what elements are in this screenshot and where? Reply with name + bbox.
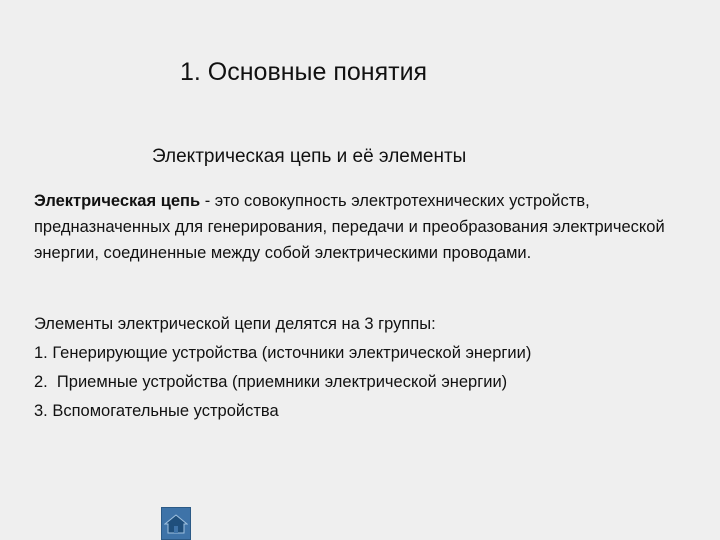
home-icon xyxy=(164,513,188,535)
slide-title: 1. Основные понятия xyxy=(180,58,428,86)
definition-paragraph xyxy=(34,188,694,266)
groups-list xyxy=(34,310,704,426)
list-item: 2. Приемные устройства (приемники электрической энергии) xyxy=(34,373,508,391)
definition-text: - это совокупность электротехнических устройств, предназначенных для генерирования, передачи и преобразования электрической энергии, соединенные между собой электрическими проводами. xyxy=(34,192,665,262)
definition-term: Электрическая цепь xyxy=(34,192,201,210)
home-button[interactable] xyxy=(161,507,191,540)
list-item: 1. Генерирующие устройства (источники электрической энергии) xyxy=(34,344,532,362)
groups-intro: Элементы электрической цепи делятся на 3 группы: xyxy=(34,315,436,333)
list-item: 3. Вспомогательные устройства xyxy=(34,402,279,420)
slide-subtitle: Электрическая цепь и её элементы xyxy=(152,146,467,167)
